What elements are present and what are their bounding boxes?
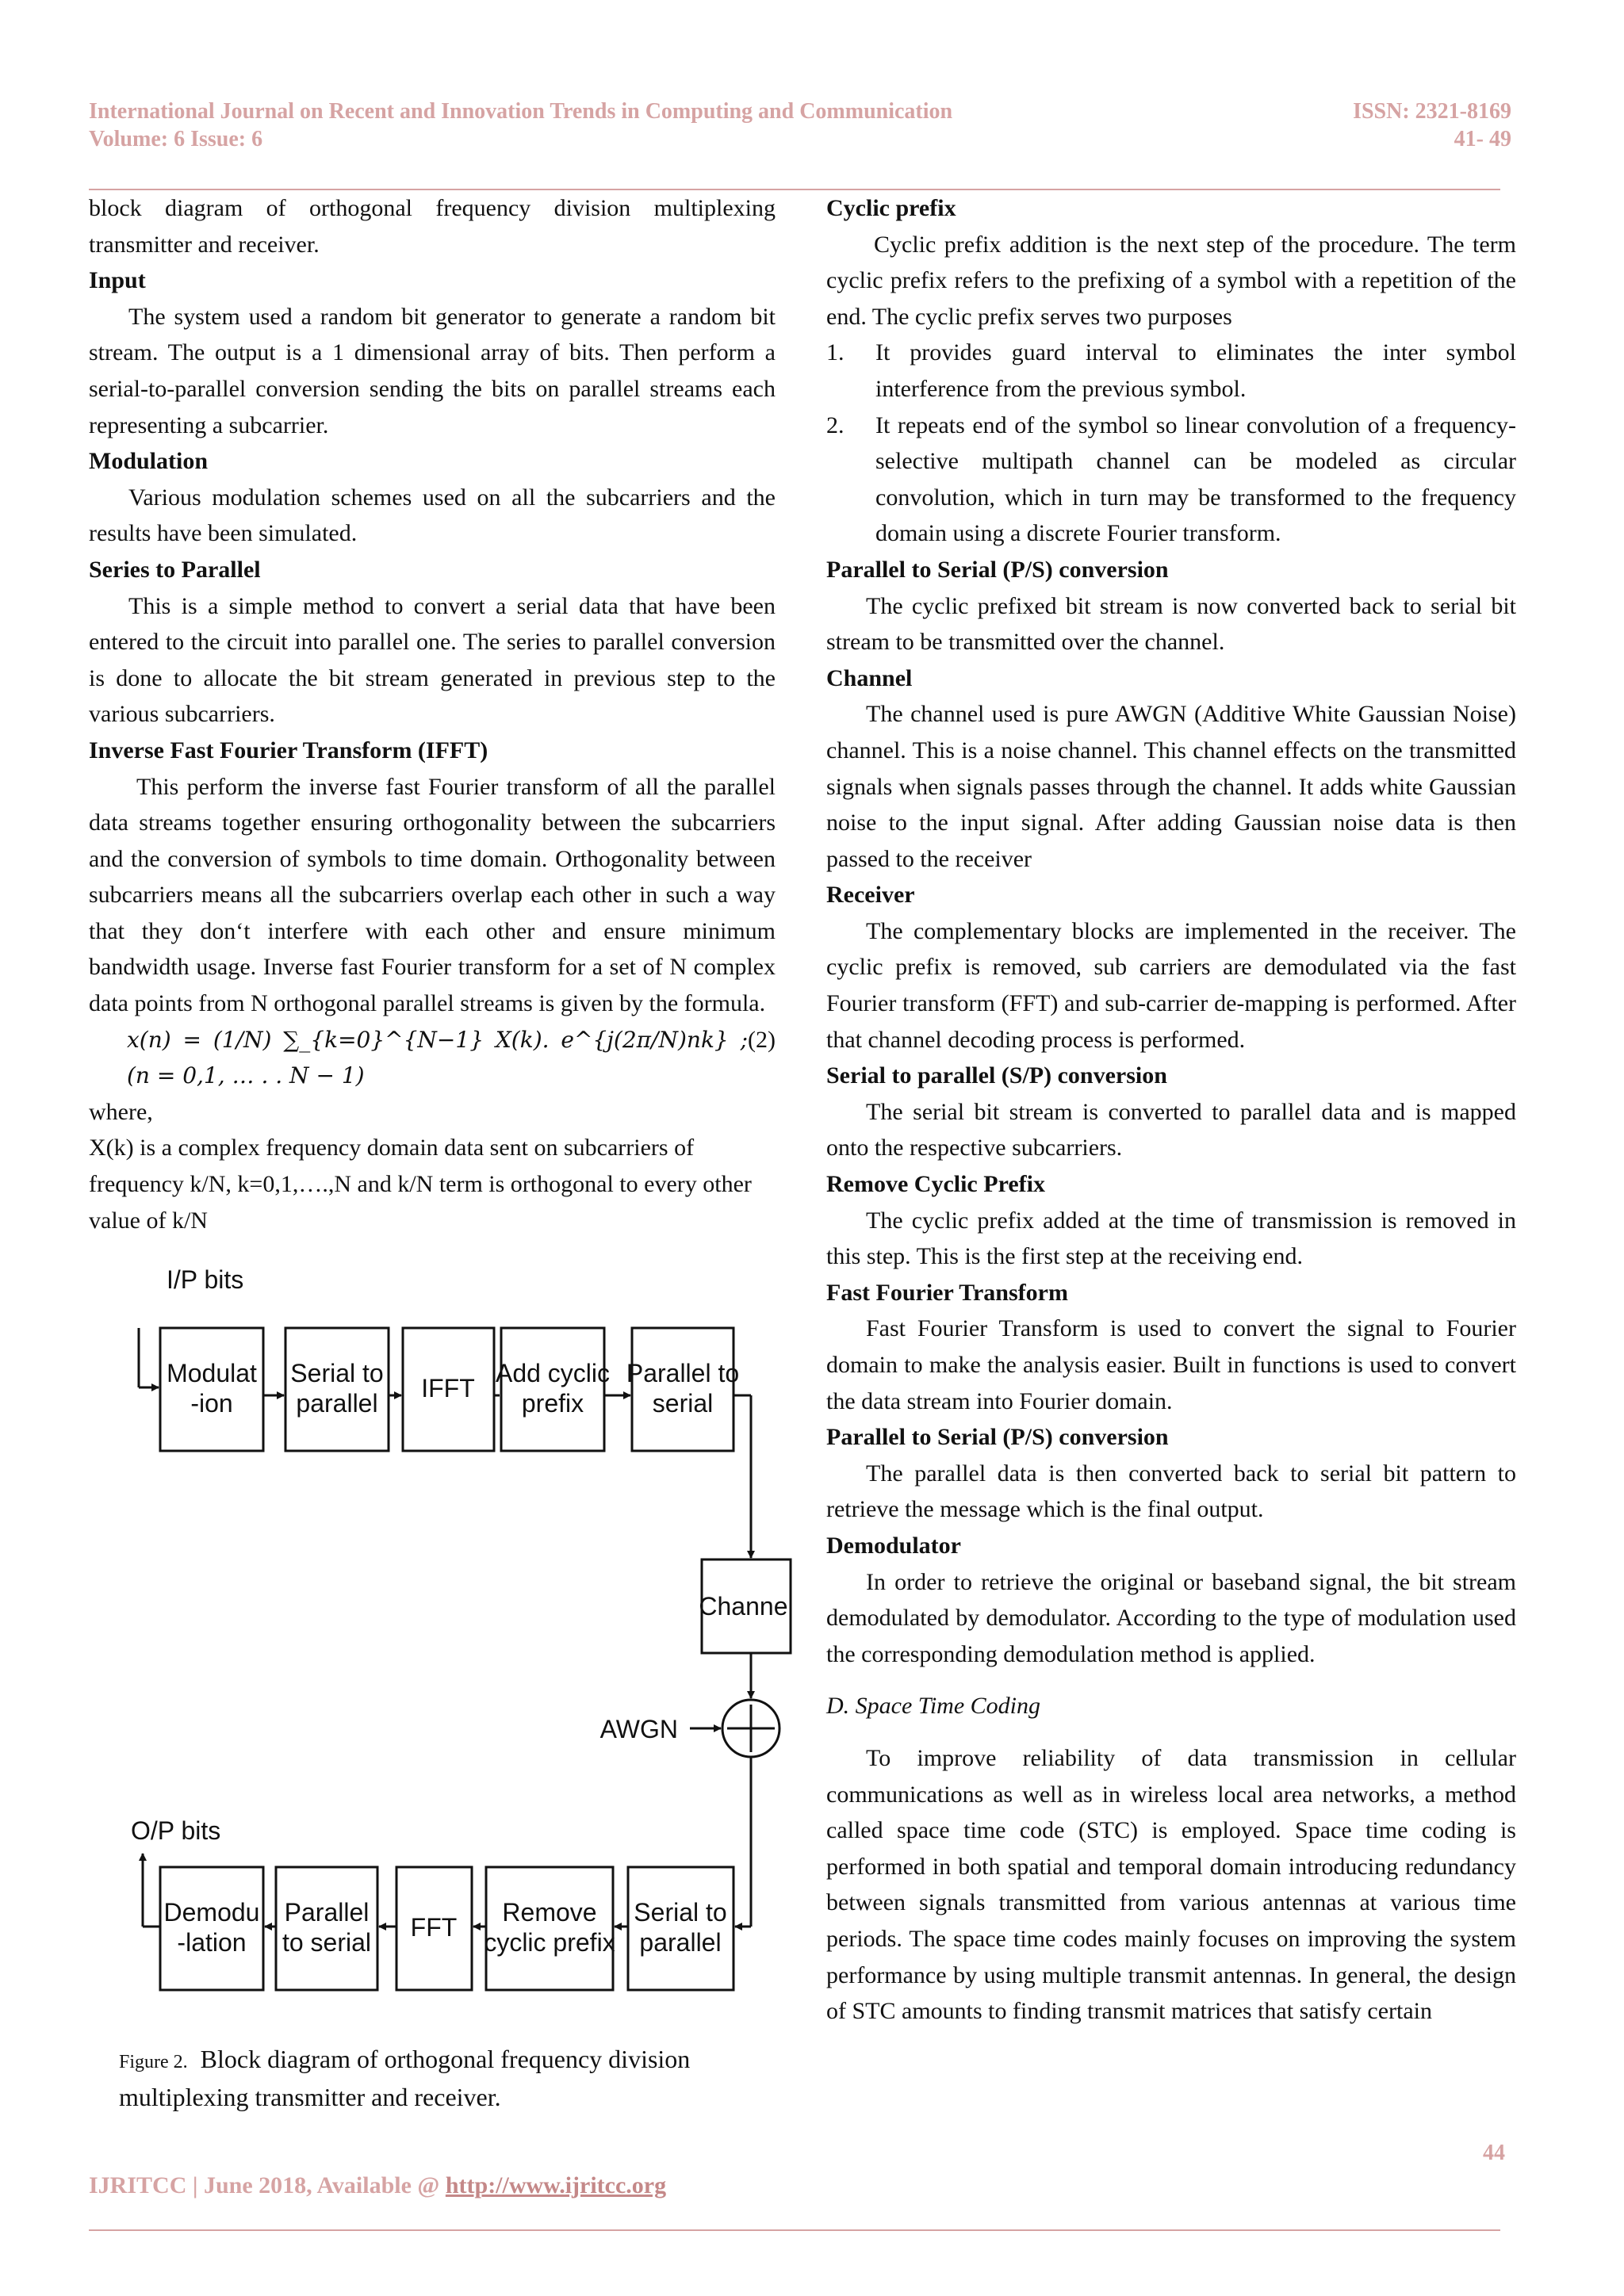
right-column (826, 190, 1516, 2030)
tx-block-label: Serial to (290, 1359, 384, 1387)
op-bits-label: O/P bits (131, 1816, 221, 1845)
paragraph-space-time-coding: To improve reliability of data transmission in cellular communications as well as in wireless local area networks, a method called space time code (STC) is employed. Space time coding is performed in both spatial and temporal domain introducing redundancy between signals transmitted from various antennas at various time periods. The space time codes mainly focuses on improving the system performance by using multiple transmit antennas. In general, the design of STC amounts to finding transmit matrices that satisfy certain (826, 1744, 1516, 2025)
paragraph-fft: Fast Fourier Transform is used to convert the signal to Fourier domain to make the analysis easier. Built in functions is used to convert the data stream into Fourier domain. (826, 1315, 1516, 1414)
paragraph-serial-to-parallel: The serial bit stream is converted to parallel data and is mapped onto the respective subcarriers. (826, 1098, 1516, 1161)
page-range: 41- 49 (1454, 127, 1511, 151)
heading-cyclic-prefix: Cyclic prefix (826, 195, 956, 221)
heading-fft: Fast Fourier Transform (826, 1279, 1068, 1306)
paragraph-parallel-to-serial-2: The parallel data is then converted back to serial bit pattern to retrieve the message which is the final output. (826, 1460, 1516, 1523)
footer-text (89, 2172, 666, 2199)
paragraph-xk: X(k) is a complex frequency domain data sent on subcarriers of frequency k/N, k=0,1,….,N and k/N term is orthogonal to every other value of k/N (89, 1135, 752, 1234)
list-number: 2. (826, 411, 845, 438)
figure-caption-label: Figure 2. (119, 2052, 188, 2072)
volume-issue: Volume: 6 Issue: 6 (89, 127, 263, 151)
tx-block-label: -ion (190, 1389, 233, 1418)
heading-ifft: Inverse Fast Fourier Transform (IFFT) (89, 737, 488, 763)
rx-block-label: to serial (282, 1928, 372, 1957)
figure-caption (119, 2042, 769, 2114)
tx-block-label: parallel (296, 1389, 378, 1418)
list-item (826, 335, 1516, 407)
heading-receiver: Receiver (826, 882, 915, 909)
paragraph-modulation: Various modulation schemes used on all the subcarriers and the results have been simulated. (89, 484, 776, 547)
rx-block-label: Demodu (163, 1898, 260, 1927)
issn: ISSN: 2321-8169 (1353, 99, 1511, 124)
journal-title: International Journal on Recent and Innovation Trends in Computing and Communication (89, 99, 953, 124)
tx-block-label: serial (652, 1389, 714, 1418)
figure-caption-text: Block diagram of orthogonal frequency division multiplexing transmitter and receiver. (119, 2045, 691, 2111)
heading-remove-cyclic-prefix: Remove Cyclic Prefix (826, 1171, 1045, 1198)
ifft-formula (89, 1022, 776, 1094)
heading-parallel-to-serial-2: Parallel to Serial (P/S) conversion (826, 1424, 1169, 1451)
heading-input: Input (89, 267, 146, 294)
awgn-label: AWGN (599, 1715, 678, 1743)
journal-link[interactable]: http://www.ijritcc.org (445, 2172, 667, 2198)
paragraph-input: The system used a random bit generator to generate a random bit stream. The output is a 1 dimensional array of bits. Then perform a serial-to-parallel conversion sending the bits on parallel streams each representing a subcarrier. (89, 303, 776, 438)
heading-channel: Channel (826, 664, 913, 691)
heading-demodulator: Demodulator (826, 1532, 961, 1559)
paragraph-parallel-to-serial: The cyclic prefixed bit stream is now converted back to serial bit stream to be transmitted over the channel. (826, 592, 1516, 656)
rx-block-label: Parallel (284, 1898, 370, 1927)
rx-block-label: Remove (502, 1898, 597, 1927)
heading-parallel-to-serial: Parallel to Serial (P/S) conversion (826, 556, 1169, 583)
paragraph-demodulator: In order to retrieve the original or baseband signal, the bit stream demodulated by demodulator. According to the type of modulation used the corresponding demodulation method is applied. (826, 1568, 1516, 1667)
list-item (826, 408, 1516, 552)
heading-series-to-parallel: Series to Parallel (89, 556, 261, 583)
rx-block-label: -lation (177, 1928, 247, 1957)
channel-label: Channel (699, 1592, 794, 1621)
tx-block-label: Add cyclic (495, 1359, 611, 1387)
paragraph-channel: The channel used is pure AWGN (Additive White Gaussian Noise) channel. This is a noise channel. This channel effects on the transmitted signals when signals passes through the channel. It adds white Gaussian noise to the input signal. After adding Gaussian noise data is then passed to the receiver (826, 701, 1516, 872)
ofdm-block-diagram (127, 1253, 801, 2014)
list-item-text: It provides guard interval to eliminates the inter symbol interference from the previous symbol. (875, 339, 1516, 402)
footer-label: IJRITCC | June 2018, Available @ (89, 2172, 446, 2198)
tx-block-label: IFFT (421, 1374, 475, 1402)
tx-block-label: prefix (521, 1389, 584, 1418)
tx-block-label: Parallel to (626, 1359, 740, 1387)
paragraph-ifft: This perform the inverse fast Fourier transform of all the parallel data streams together ensuring orthogonality between the subcarriers and the conversion of symbols to time domain. Orthogonality between subcarriers means all the subcarriers overlap each other in such a way that they don‘t interfere with each other and ensure minimum bandwidth usage. Inverse fast Fourier transform for a set of N complex data points from N orthogonal parallel streams is given by the formula. (89, 773, 776, 1017)
formula-expression: x(n) = (1/N) ∑_{k=0}^{N−1} X(k). e^{j(2π/N)nk} ; (n = 0,1, … . . N − 1) (127, 1026, 749, 1089)
tx-block-label: Modulat (167, 1359, 257, 1387)
rx-block-label: parallel (639, 1928, 722, 1957)
page-number: 44 (1483, 2141, 1505, 2165)
rx-block-label: Serial to (634, 1898, 727, 1927)
list-number: 1. (826, 339, 845, 366)
where-text: where, (89, 1098, 153, 1125)
paragraph-series-to-parallel: This is a simple method to convert a serial data that have been entered to the circuit into parallel one. The series to parallel conversion is done to allocate the bit stream generated in previous step to the various subcarriers. (89, 592, 776, 728)
ip-bits-label: I/P bits (167, 1265, 244, 1294)
heading-space-time-coding: D. Space Time Coding (826, 1693, 1040, 1720)
rx-block-label: cyclic prefix (484, 1928, 615, 1957)
footer-rule (89, 2229, 1500, 2231)
intro-text: block diagram of orthogonal frequency division multiplexing transmitter and receiver. (89, 195, 776, 258)
rx-block-label: FFT (410, 1913, 458, 1942)
paragraph-receiver: The complementary blocks are implemented in the receiver. The cyclic prefix is removed, sub carriers are demodulated via the fast Fourier transform (FFT) and sub-carrier de-mapping is performed. After that channel decoding process is performed. (826, 917, 1516, 1053)
left-column (89, 190, 776, 1238)
list-item-text: It repeats end of the symbol so linear convolution of a frequency-selective multipath channel can be modeled as circular convolution, which in turn may be transformed to the frequency domain using a discrete Fourier transform. (875, 411, 1516, 547)
paragraph-remove-cyclic-prefix: The cyclic prefix added at the time of transmission is removed in this step. This is the first step at the receiving end. (826, 1207, 1516, 1270)
heading-modulation: Modulation (89, 448, 209, 475)
paragraph-cyclic-prefix: Cyclic prefix addition is the next step of the procedure. The term cyclic prefix refers to the prefixing of a symbol with a repetition of the end. The cyclic prefix serves two purposes (826, 231, 1516, 330)
heading-serial-to-parallel: Serial to parallel (S/P) conversion (826, 1062, 1167, 1089)
formula-number: (2) (748, 1026, 776, 1053)
